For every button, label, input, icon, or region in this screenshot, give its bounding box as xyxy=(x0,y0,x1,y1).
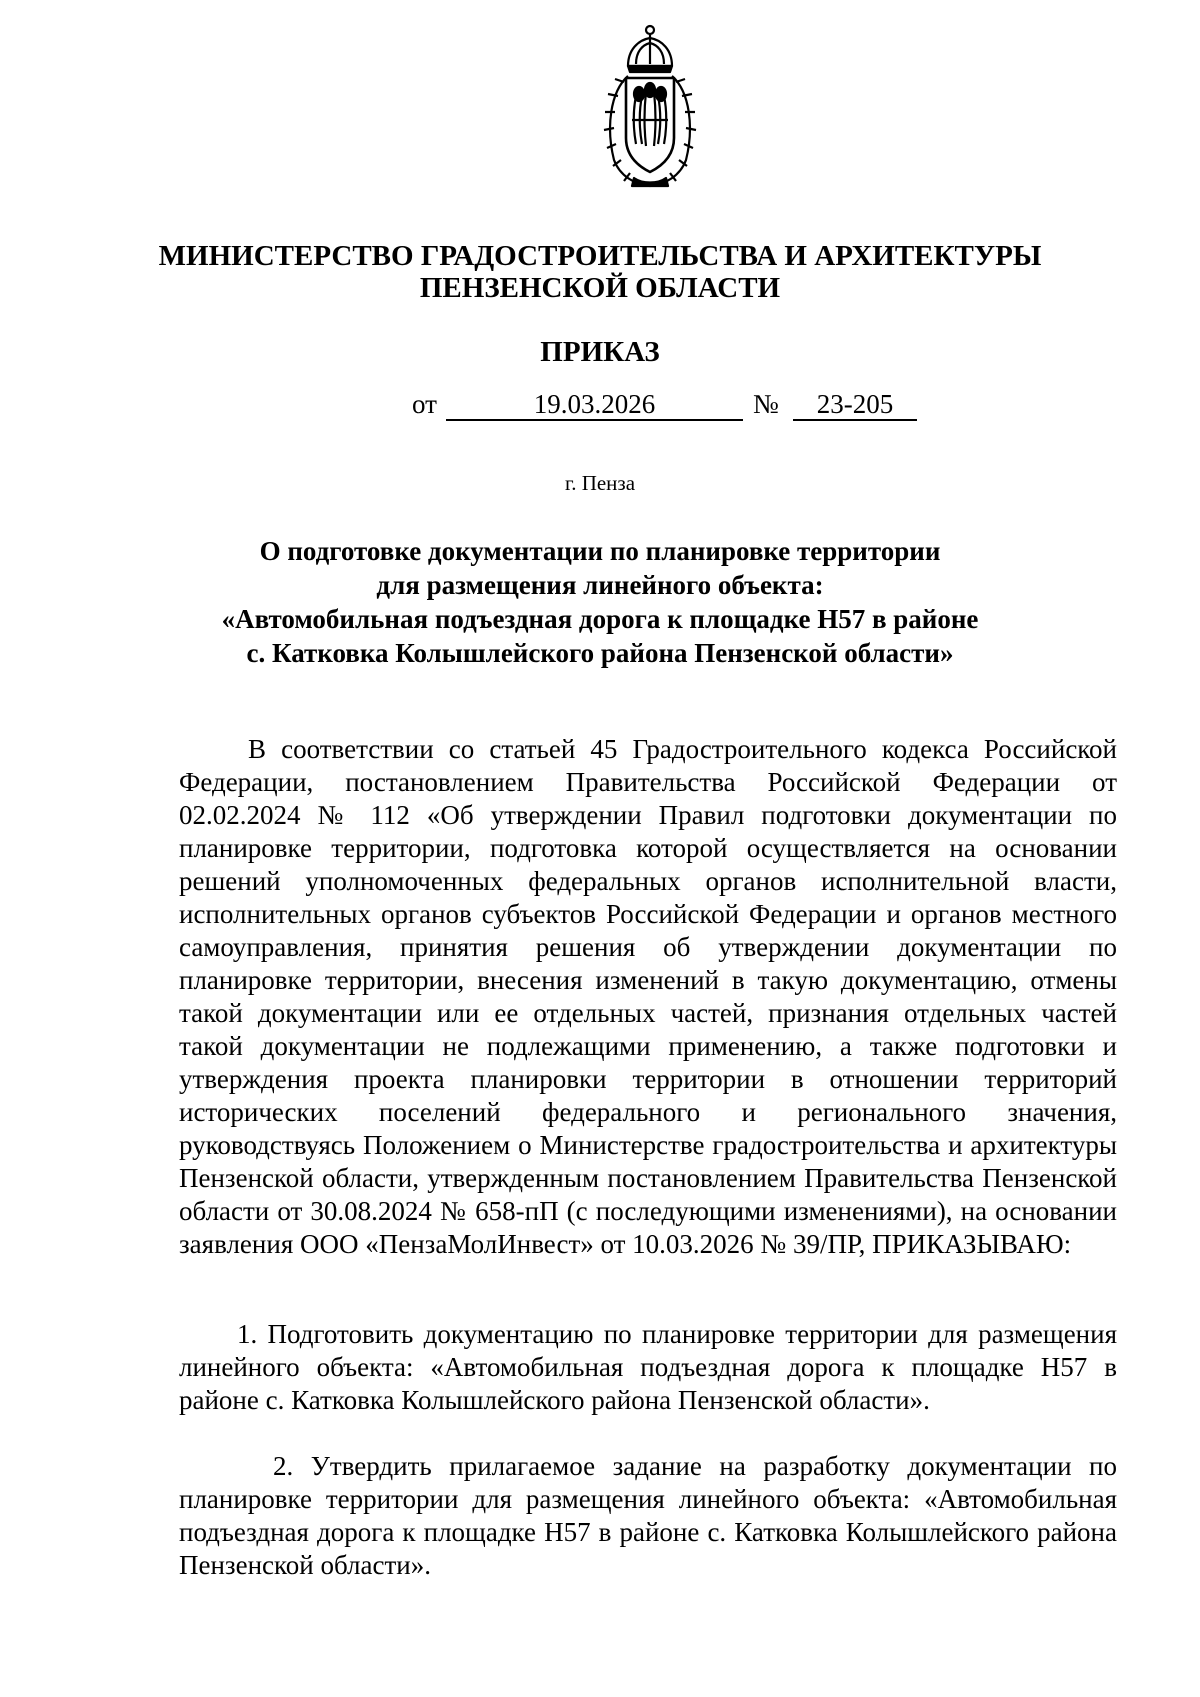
subject-line1: О подготовке документации по планировке территории xyxy=(259,536,941,566)
subject-line4: с. Катковка Колышлейского района Пензенской области» xyxy=(246,638,954,668)
ministry-name-line1: МИНИСТЕРСТВО ГРАДОСТРОИТЕЛЬСТВА И АРХИТЕКТУРЫ xyxy=(158,240,1042,272)
coat-of-arms-emblem xyxy=(584,20,716,192)
order-number: 23-205 xyxy=(793,388,917,421)
number-label: № xyxy=(753,389,779,419)
subject-line3: «Автомобильная подъездная дорога к площадке Н57 в районе xyxy=(221,604,979,634)
document-type-title: ПРИКАЗ xyxy=(540,336,660,368)
date-label: от xyxy=(412,389,437,419)
subject-line2: для размещения линейного объекта: xyxy=(376,570,824,600)
city-name: г. Пенза xyxy=(564,471,636,495)
order-subject-title xyxy=(179,534,1021,670)
order-item-2: 2. Утвердить прилагаемое задание на разработку документации по планировке территории для размещения линейного объекта: «Автомобильная подъездная дорога к площадке Н57 в районе с. Катковка Колышлейского района Пензенской области». xyxy=(179,1451,1117,1580)
ministry-name xyxy=(100,240,1100,304)
ministry-name-line2: ПЕНЗЕНСКОЙ ОБЛАСТИ xyxy=(419,272,781,304)
order-date: 19.03.2026 xyxy=(446,388,743,421)
preamble-paragraph: В соответствии со статьей 45 Градостроительного кодекса Российской Федерации, постановлением Правительства Российской Федерации от 02.02.2024 № 112 «Об утверждении Правил подготовки документации по планировке территории, подготовка которой осуществляется на основании решений уполномоченных федеральных органов исполнительной власти, исполнительных органов субъектов Российской Федерации и органов местного самоуправления, принятия решения об утверждении документации по планировке территории, внесения изменений в такую документацию, отмены такой документации или ее отдельных частей, признания отдельных частей такой документации не подлежащими применению, а также подготовки и утверждения проекта планировки территории в отношении территорий исторических поселений федерального и регионального значения, руководствуясь Положением о Министерстве градостроительства и архитектуры Пензенской области, утвержденным постановлением Правительства Пензенской области от 30.08.2024 № 658-пП (с последующими изменениями), на основании заявления ООО «ПензаМолИнвест» от 10.03.2026 № 39/ПР, ПРИКАЗЫВАЮ: xyxy=(179,734,1117,1259)
order-item-1: 1. Подготовить документацию по планировке территории для размещения линейного объекта: «Автомобильная подъездная дорога к площадке Н57 в районе с. Катковка Колышлейского района Пензенской области». xyxy=(179,1319,1117,1415)
